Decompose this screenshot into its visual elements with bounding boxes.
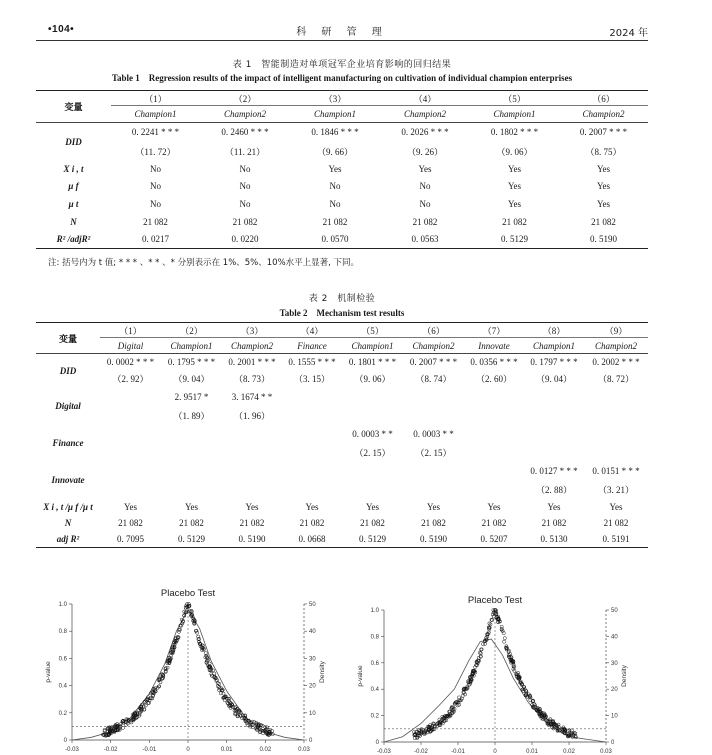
table1-col-num: （6）	[592, 93, 615, 104]
table2-tstat	[524, 406, 584, 425]
table2-tstat: （8. 73）	[233, 374, 270, 384]
y2-tick-label: 10	[611, 713, 618, 720]
table1-caption-zh: 表 1 智能制造对单项冠军企业培育影响的回归结果	[232, 60, 452, 70]
x-tick-label: -0.03	[377, 749, 391, 755]
y-tick-label: 0.2	[58, 710, 67, 717]
pvalue-point	[503, 637, 506, 640]
table2-cell: 0. 0002 * * *	[100, 354, 161, 370]
table2-cell	[584, 425, 648, 443]
table2-tstat: （9. 04）	[535, 374, 572, 384]
x-tick-label: -0.01	[451, 749, 465, 755]
table2-cell: 21 082	[603, 517, 629, 528]
table2-cell	[464, 425, 524, 443]
table2-cell	[403, 388, 464, 406]
table1-cell: No	[419, 198, 431, 209]
y2-tick-label: 20	[309, 683, 316, 690]
table1-cell: 0. 0563	[411, 234, 439, 245]
table2-cell: Yes	[426, 501, 441, 512]
y2-tick-label: 30	[611, 660, 618, 667]
table2-cell: 0. 1555 * * *	[282, 354, 342, 370]
table1-row-label-mu-t: μ t	[68, 198, 79, 209]
table1-cell: 0. 5129	[501, 234, 528, 245]
table1-cell: 21 082	[502, 216, 527, 227]
pvalue-point	[461, 694, 464, 697]
table2-cell: 0. 1801 * * *	[342, 354, 403, 370]
y-axis-label: p-value	[45, 661, 52, 683]
table2-col-name: Champion1	[161, 338, 222, 354]
table1-col-name: Champion2	[200, 106, 290, 123]
table1-cell: Yes	[507, 198, 522, 209]
table2-tstat: （1. 96）	[233, 410, 270, 421]
table2-cell	[282, 388, 342, 406]
table2-col-num: （6）	[422, 325, 445, 336]
table1-cell: 0. 0220	[231, 234, 259, 245]
table2-cell: 21 082	[118, 517, 143, 528]
table1-cell: 0. 2007 * * *	[559, 123, 648, 142]
table2-row-label-controls: X i , t /μ f /μ t	[43, 501, 93, 512]
table1-col-num: （1）	[144, 93, 167, 104]
x-tick-label: -0.02	[414, 749, 428, 755]
table1-col-name: Champion1	[290, 106, 380, 123]
table2-cell	[342, 462, 403, 480]
table1-row-label-x: X i , t	[63, 164, 84, 174]
table1-caption-en: Table 1 Regression results of the impact of intelligent manufacturing on cultivation of individual champion enterprises	[111, 73, 573, 83]
table1-col-num: （4）	[413, 93, 437, 104]
table2-cell	[100, 462, 161, 480]
table1-cell: No	[239, 198, 251, 209]
x-tick-label: -0.02	[103, 747, 118, 753]
table1-cell: 21 082	[591, 216, 616, 227]
table1-col-num: （5）	[503, 93, 526, 104]
table2-tstat	[282, 480, 342, 499]
y-tick-label: 0	[375, 740, 379, 746]
table1-cell: No	[150, 164, 161, 174]
table2-cell	[464, 388, 524, 406]
table1-cell: Yes	[507, 181, 522, 191]
pvalue-point	[513, 665, 516, 668]
y-tick-label: 0.4	[370, 687, 379, 694]
table2-tstat	[464, 406, 524, 425]
x-tick-label: 0.01	[220, 747, 233, 753]
table2-cell: 0. 0151 * * *	[592, 465, 640, 476]
table2-col-num: （8）	[542, 325, 566, 336]
table2-row-label-digital: Digital	[55, 401, 81, 411]
table2-cell: 21 082	[299, 517, 325, 528]
table2-cell: Yes	[123, 501, 138, 512]
table1-tstat: （11. 21）	[224, 146, 266, 157]
table2-cell: 21 082	[239, 517, 265, 528]
table2-tstat	[100, 480, 161, 499]
table2-col-num: （7）	[482, 325, 506, 336]
y-tick-label: 1.0	[58, 602, 67, 608]
table1-cell: Yes	[507, 164, 522, 174]
x-tick-label: -0.01	[142, 747, 157, 753]
table1-tstat: （8. 75）	[585, 146, 622, 157]
x-tick-label: -0.03	[65, 747, 79, 753]
issue-year: 2024 年	[609, 28, 648, 39]
table2-col-name: Champion2	[403, 338, 464, 354]
table2-row-label-adjr2: adj R²	[56, 533, 80, 544]
table1-tstat: （9. 06）	[496, 146, 533, 157]
table2-cell: 3. 1674 * *	[231, 391, 273, 402]
table2-cell	[222, 425, 282, 443]
table1-cell: No	[239, 164, 251, 174]
table1-cell: Yes	[596, 181, 611, 191]
table2-tstat: （2. 15）	[415, 447, 452, 458]
table2-cell: 0. 0003 * *	[413, 428, 454, 439]
table2-tstat	[222, 443, 282, 462]
table2-cell	[161, 462, 222, 480]
table2-cell: 0. 5129	[178, 533, 205, 544]
table2-cell	[464, 462, 524, 480]
table2-cell: 21 082	[421, 517, 446, 528]
table1-cell: 0. 2460 * * *	[200, 123, 290, 142]
table2-cell: 0. 5207	[480, 533, 508, 544]
table1-cell: 0. 0570	[321, 234, 349, 245]
table1	[36, 90, 648, 249]
table2-cell	[161, 425, 222, 443]
pvalue-point	[503, 640, 506, 643]
table1-cell: Yes	[596, 198, 611, 209]
table2-tstat	[524, 443, 584, 462]
table2-col-name: Champion2	[222, 338, 282, 354]
table2-tstat	[464, 480, 524, 499]
y-tick-label: 0.8	[58, 629, 67, 636]
table2-cell: 0. 5190	[420, 533, 447, 544]
table1-cell: 21 082	[143, 216, 168, 227]
table2-cell: 0. 7095	[117, 533, 144, 544]
table1-cell: No	[329, 181, 341, 191]
table2-tstat: （2. 92）	[112, 374, 149, 384]
table2-cell: Yes	[245, 501, 259, 512]
table2-tstat	[403, 480, 464, 499]
table2-col-num: （1）	[119, 325, 142, 336]
table1-cell: 0. 1846 * * *	[290, 123, 380, 142]
table1-var-header: 变量	[64, 103, 83, 113]
table2-cell: 0. 2007 * * *	[403, 354, 464, 370]
table1-cell: 0. 1802 * * *	[470, 123, 559, 142]
table2-cell: 0. 0668	[298, 533, 326, 544]
table2-tstat	[282, 443, 342, 462]
y2-tick-label: 50	[611, 608, 618, 614]
y2-tick-label: 50	[309, 602, 316, 608]
table2-cell	[100, 425, 161, 443]
table2-cell	[584, 388, 648, 406]
table1-tstat: （9. 66）	[316, 146, 353, 157]
table1-row-label-n: N	[70, 216, 77, 227]
table2-tstat: （8. 74）	[415, 374, 452, 384]
table1-col-num: （2）	[233, 93, 257, 104]
table2-tstat	[403, 406, 464, 425]
table2-col-num: （3）	[240, 325, 264, 336]
table2-col-name: Champion2	[584, 338, 648, 354]
table2-cell: 0. 1795 * * *	[161, 354, 222, 370]
table2-cell: 0. 1797 * * *	[524, 354, 584, 370]
pvalue-point	[144, 704, 147, 707]
table1-cell: 0. 5190	[590, 234, 617, 245]
table2-row-label-innovate: Innovate	[51, 475, 85, 485]
table2-cell: 0. 0127 * * *	[530, 465, 578, 476]
y-tick-label: 1.0	[370, 608, 379, 614]
table2-cell: 2. 9517 *	[174, 391, 209, 402]
table2-tstat	[584, 406, 648, 425]
y2-axis-label: Density	[319, 661, 326, 683]
chart-title: Placebo Test	[160, 588, 216, 599]
chart-title: Placebo Test	[467, 595, 523, 606]
table1-cell: Yes	[596, 164, 611, 174]
table1-row-label-mu-f: μ f	[68, 181, 79, 191]
page-header	[36, 23, 648, 41]
table2-tstat	[464, 443, 524, 462]
x-tick-label: 0.02	[563, 749, 575, 755]
table1-cell: No	[239, 181, 251, 191]
y-tick-label: 0	[63, 738, 67, 744]
table1-cell: 21 082	[232, 216, 258, 227]
y2-tick-label: 30	[309, 656, 316, 663]
table2-cell: Yes	[184, 501, 199, 512]
table2-tstat	[100, 443, 161, 462]
table2-cell: 21 082	[541, 517, 567, 528]
table1-col-name: Champion2	[559, 106, 648, 123]
y-tick-label: 0.4	[58, 683, 67, 690]
table2-cell: Yes	[487, 501, 501, 512]
placebo-test-chart-left	[36, 582, 336, 755]
table2-tstat: （3. 15）	[293, 374, 330, 384]
y-tick-label: 0.8	[370, 634, 379, 641]
table2-tstat	[282, 406, 342, 425]
table2-row-label-n: N	[64, 517, 72, 528]
table2-cell	[403, 462, 464, 480]
table2-cell: 0. 5190	[238, 533, 266, 544]
table2-tstat	[342, 406, 403, 425]
table1-cell: Yes	[328, 164, 342, 174]
table1-note: 注: 括号内为 t 值; * * * 、* * 、* 分别表示在 1%、5%、10%水平上显著, 下同。	[48, 258, 360, 268]
table2-cell: 0. 5191	[602, 533, 630, 544]
table2-tstat	[161, 443, 222, 462]
table2-tstat	[342, 480, 403, 499]
table2-tstat	[161, 480, 222, 499]
y2-tick-label: 40	[309, 629, 316, 636]
table1-col-name: Champion1	[470, 106, 559, 123]
table2-cell	[222, 462, 282, 480]
table1-cell: 0. 2026 * * *	[380, 123, 470, 142]
table2-col-num: （4）	[300, 325, 324, 336]
table2-cell: 0. 2001 * * *	[222, 354, 282, 370]
table2-col-name: Finance	[282, 338, 342, 354]
table2-cell: 21 082	[179, 517, 204, 528]
y-tick-label: 0.2	[370, 713, 379, 720]
y2-axis-label: Density	[621, 665, 628, 687]
table2-tstat: （8. 72）	[597, 374, 634, 384]
table1-cell: 0. 2241 * * *	[111, 123, 200, 142]
table1-row-label-r2: R² /adjR²	[56, 234, 91, 245]
y2-tick-label: 0	[309, 738, 313, 744]
y2-tick-label: 20	[611, 687, 618, 694]
x-tick-label: 0.03	[298, 747, 310, 753]
table2-caption-zh: 表 2 机制检验	[308, 294, 376, 304]
x-tick-label: 0.01	[526, 749, 538, 755]
table2-col-name: Innovate	[464, 338, 524, 354]
table2-row-label-finance: Finance	[52, 438, 84, 448]
table2-tstat: （2. 60）	[475, 374, 512, 384]
x-tick-label: 0.03	[600, 749, 612, 755]
table2-cell	[282, 462, 342, 480]
table2-col-name: Digital	[100, 338, 161, 354]
placebo-test-chart-right	[354, 590, 654, 755]
table1-cell: No	[329, 198, 341, 209]
table2-col-num: （5）	[361, 325, 384, 336]
table2-col-name: Champion1	[524, 338, 584, 354]
journal-title: 科 研 管 理	[296, 27, 388, 38]
table2-cell: 21 082	[360, 517, 385, 528]
table1-cell: No	[150, 198, 161, 209]
table1-cell: No	[150, 181, 161, 191]
table1-tstat: （9. 26）	[406, 146, 443, 157]
table2-cell: Yes	[305, 501, 319, 512]
table2-caption-en: Table 2 Mechanism test results	[279, 308, 405, 318]
table2-tstat: （2. 88）	[535, 484, 572, 495]
table2-cell	[342, 388, 403, 406]
table2-tstat	[100, 406, 161, 425]
table2-tstat: （2. 15）	[354, 447, 391, 458]
table2-cell: 0. 0356 * * *	[464, 354, 524, 370]
y2-tick-label: 40	[611, 634, 618, 641]
table2-cell	[524, 388, 584, 406]
y-tick-label: 0.6	[370, 660, 379, 667]
table1-col-name: Champion1	[111, 106, 200, 123]
table2-tstat: （9. 06）	[354, 374, 391, 384]
table2-cell: 0. 2002 * * *	[584, 354, 648, 370]
table1-tstat: （11. 72）	[135, 146, 176, 157]
table2-tstat	[584, 443, 648, 462]
table2-tstat	[222, 480, 282, 499]
table1-cell: Yes	[418, 164, 432, 174]
table2-cell	[282, 425, 342, 443]
table2-col-num: （2）	[180, 325, 203, 336]
pvalue-point	[479, 652, 482, 655]
table1-col-num: （3）	[323, 93, 347, 104]
table2-cell: 21 082	[481, 517, 507, 528]
y2-tick-label: 10	[309, 710, 316, 717]
table2-cell	[100, 388, 161, 406]
table2-var-header: 变量	[58, 334, 77, 345]
y-axis-label: p-value	[357, 665, 364, 687]
table2-tstat: （9. 04）	[173, 374, 210, 384]
table2-tstat: （3. 21）	[597, 484, 634, 495]
table1-row-label-did: DID	[36, 123, 111, 161]
table1-cell: 0. 0217	[142, 234, 169, 245]
table2-cell: Yes	[365, 501, 380, 512]
table1-cell: 21 082	[322, 216, 348, 227]
table2-cell	[524, 425, 584, 443]
y-tick-label: 0.6	[58, 656, 67, 663]
table1-cell: 21 082	[412, 216, 438, 227]
x-tick-label: 0	[186, 747, 190, 753]
table2-cell: 0. 0003 * *	[352, 428, 393, 439]
table2-cell: 0. 5130	[540, 533, 568, 544]
table2-col-num: （9）	[604, 325, 628, 336]
y2-tick-label: 0	[611, 740, 615, 746]
table2-cell: Yes	[609, 501, 623, 512]
table1-cell: No	[419, 181, 431, 191]
table2-tstat: （1. 89）	[173, 410, 210, 421]
table2-cell: 0. 5129	[359, 533, 386, 544]
table2-col-name: Champion1	[342, 338, 403, 354]
table2-cell: Yes	[547, 501, 561, 512]
page-number: •104•	[48, 24, 75, 35]
table2-row-label-did: DID	[36, 354, 100, 388]
x-tick-label: 0.02	[259, 747, 272, 753]
table1-col-name: Champion2	[380, 106, 470, 123]
x-tick-label: 0	[493, 749, 497, 755]
table2	[36, 322, 648, 548]
